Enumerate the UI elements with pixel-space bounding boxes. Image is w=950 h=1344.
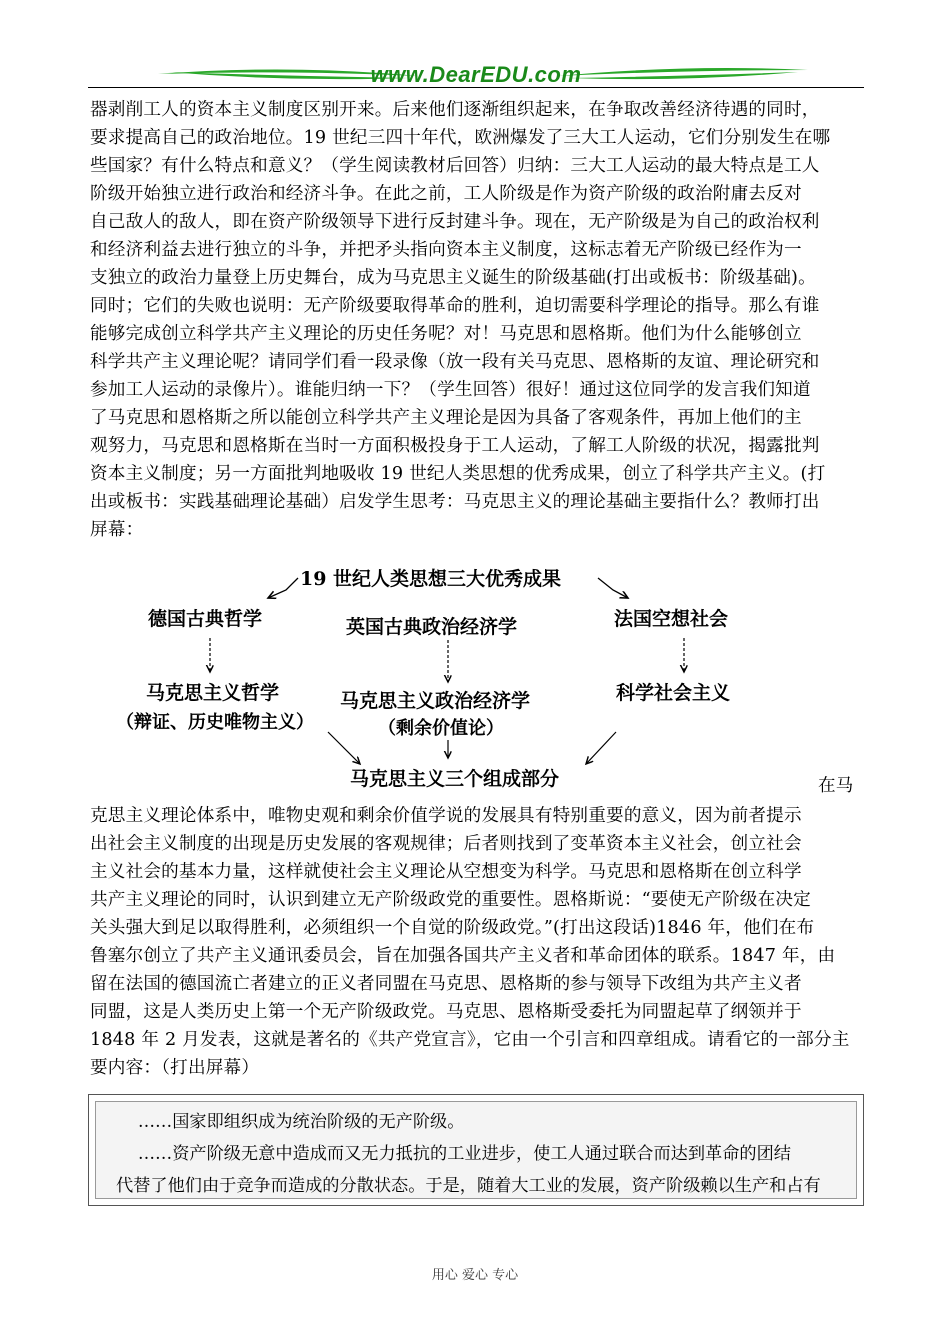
- paragraph-1: [90, 96, 860, 544]
- diagram-german-philosophy: 德国古典哲学: [148, 608, 263, 630]
- manifesto-quote-box: [88, 1094, 864, 1206]
- page-footer: 用心 爱心 专心: [431, 1268, 519, 1283]
- text-line: 要求提高自己的政治地位。19 世纪三四十年代，欧洲爆发了三大工人运动，它们分别发生在哪: [90, 128, 831, 148]
- text-line: 要内容：（打出屏幕）: [90, 1058, 260, 1078]
- text-line: 些国家？有什么特点和意义？（学生阅读教材后回答）归纳：三大工人运动的最大特点是工人: [90, 156, 820, 176]
- text-line: 资本主义制度；另一方面批判地吸收 19 世纪人类思想的优秀成果，创立了科学共产主义。(打: [90, 464, 826, 484]
- text-line: 出或板书：实践基础理论基础）启发学生思考：马克思主义的理论基础主要指什么？教师打出: [90, 492, 820, 512]
- diagram-marxist-philosophy: 马克思主义哲学: [146, 682, 280, 704]
- diagram-marxist-philosophy-note: （辩证、历史唯物主义）: [116, 712, 314, 733]
- arrow-to-german-philosophy: [268, 578, 298, 598]
- quote-inner-frame: [95, 1101, 857, 1199]
- diagram-scientific-socialism: 科学社会主义: [616, 682, 731, 704]
- text-line: 科学共产主义理论呢？请同学们看一段录像（放一段有关马克思、恩格斯的友谊、理论研究和: [90, 352, 820, 372]
- site-logo[interactable]: www.DearEDU.com: [370, 62, 582, 87]
- text-line: 主义社会的基本力量，这样就使社会主义理论从空想变为科学。马克思和恩格斯在创立科学: [90, 862, 802, 882]
- quote-line: ……资产阶级无意中造成而又无力抵抗的工业进步，使工人通过联合而达到革命的团结: [116, 1144, 791, 1164]
- text-line: 屏幕：: [90, 520, 144, 540]
- diagram-british-economics: 英国古典政治经济学: [346, 616, 518, 638]
- text-line: 能够完成创立科学共产主义理论的历史任务呢？对！马克思和恩格斯。他们为什么能够创立: [90, 324, 802, 344]
- text-line: 自己敌人的敌人，即在资产阶级领导下进行反封建斗争。现在，无产阶级是为自己的政治权利: [90, 212, 820, 232]
- text-line: 1848 年 2 月发表，这就是著名的《共产党宣言》，它由一个引言和四章组成。请看它的一部分主: [90, 1030, 850, 1050]
- text-line: 阶级开始独立进行政治和经济斗争。在此之前，工人阶级是作为资产阶级的政治附庸去反对: [90, 184, 802, 204]
- text-line: 和经济利益去进行独立的斗争，并把矛头指向资本主义制度，这标志着无产阶级已经作为一: [90, 240, 802, 260]
- diagram-marxist-economics: 马克思主义政治经济学: [340, 690, 531, 712]
- text-line: 关头强大到足以取得胜利，必须组织一个自觉的阶级政党。”(打出这段话)1846 年，他们在布: [90, 918, 815, 938]
- quote-line: 代替了他们由于竞争而造成的分散状态。于是，随着大工业的发展，资产阶级赖以生产和占有: [116, 1176, 821, 1196]
- text-line: 出社会主义制度的出现是历史发展的客观规律；后者则找到了变革资本主义社会，创立社会: [90, 834, 802, 854]
- text-line: 参加工人运动的录像片）。谁能归纳一下？（学生回答）很好！通过这位同学的发言我们知道: [90, 380, 811, 400]
- text-line: 留在法国的德国流亡者建立的正义者同盟在马克思、恩格斯的参与领导下改组为共产主义者: [90, 974, 802, 994]
- diagram-arrows: [128, 560, 768, 792]
- quote-line: ……国家即组织成为统治阶级的无产阶级。: [116, 1112, 465, 1132]
- arrow-left-to-bottom: [328, 732, 360, 764]
- arrow-to-french-socialism: [598, 578, 628, 598]
- paragraph-2: [90, 802, 860, 1082]
- header-rule: [88, 87, 864, 88]
- text-line: 了马克思和恩格斯之所以能创立科学共产主义理论是因为具备了客观条件，再加上他们的主: [90, 408, 802, 428]
- text-line: 器剥削工人的资本主义制度区别开来。后来他们逐渐组织起来，在争取改善经济待遇的同时，: [90, 100, 820, 120]
- text-line: 同盟，这是人类历史上第一个无产阶级政党。马克思、恩格斯受委托为同盟起草了纲领并于: [90, 1002, 802, 1022]
- arrow-right-to-bottom: [586, 732, 616, 764]
- text-line: 鲁塞尔创立了共产主义通讯委员会，旨在加强各国共产主义者和革命团体的联系。1847 年，由: [90, 946, 836, 966]
- text-line: 支独立的政治力量登上历史舞台，成为马克思主义诞生的阶级基础(打出或板书：阶级基础)。: [90, 268, 816, 288]
- text-line: 克思主义理论体系中，唯物史观和剩余价值学说的发展具有特别重要的意义，因为前者提示: [90, 806, 802, 826]
- text-line: 观努力，马克思和恩格斯在当时一方面积极投身于工人运动，了解工人阶级的状况，揭露批判: [90, 436, 820, 456]
- text-line: 同时；它们的失败也说明：无产阶级要取得革命的胜利，迫切需要科学理论的指导。那么有谁: [90, 296, 820, 316]
- diagram-marxist-economics-note: （剩余价值论）: [378, 718, 504, 739]
- page-header: [88, 60, 864, 90]
- marxism-sources-diagram: [116, 560, 768, 792]
- text-line: 共产主义理论的同时，认识到建立无产阶级政党的重要性。恩格斯说：“要使无产阶级在决定: [90, 890, 811, 910]
- diagram-top: 19 世纪人类思想三大优秀成果: [300, 568, 562, 590]
- diagram-bottom: 马克思主义三个组成部分: [350, 768, 560, 790]
- inline-text: 在马: [818, 776, 854, 796]
- quote-text: [116, 1106, 856, 1202]
- diagram-french-socialism: 法国空想社会: [614, 608, 729, 630]
